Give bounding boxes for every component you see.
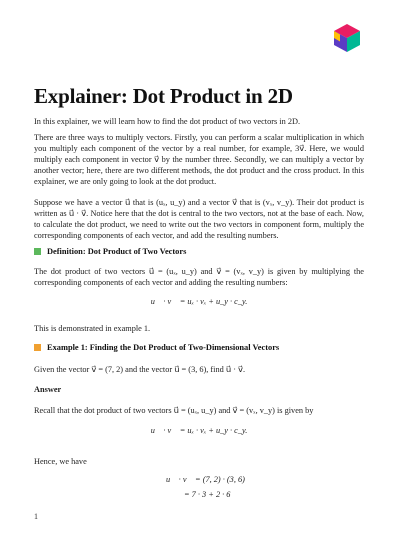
hence-text: Hence, we have	[34, 457, 87, 466]
definition-text: The dot product of two vectors u⃗ = (uₓ, u_y) and v⃗ = (vₓ, v_y) is given by multiplying the corresponding components of each vector and adding the resulting numbers:	[34, 267, 364, 288]
demonstration-text: This is demonstrated in example 1.	[34, 324, 151, 333]
answer-formula: u⃗ · v⃗ = uₓ · vₓ + u_y · c_y.	[150, 426, 248, 435]
nagwa-logo-icon	[334, 24, 360, 52]
paragraph-suppose: Suppose we have a vector u⃗ that is (uₓ, u_y) and a vector v⃗ that is (vₓ, v_y). Their dot product is written as u⃗ · v⃗. Notice here that the dot is central to the two vectors, not at the base of each. Now, to calculate the dot product, we need to write out the two vectors in component form, multiply the corresponding components of each vector, and add the resulting numbers.	[34, 198, 364, 241]
example-question: Given the vector v⃗ = (7, 2) and the vector u⃗ = (3, 6), find u⃗ · v⃗.	[34, 365, 246, 374]
calculation-step-1: u⃗ · v⃗ = (7, 2) · (3, 6)	[166, 475, 245, 484]
definition-formula: u⃗ · v⃗ = uₓ · vₓ + u_y · c_y.	[150, 297, 248, 306]
definition-heading-text: Definition: Dot Product of Two Vectors	[47, 247, 187, 256]
example-marker-icon	[34, 344, 41, 351]
page-number: 1	[34, 512, 38, 521]
intro-paragraph: In this explainer, we will learn how to find the dot product of two vectors in 2D.	[34, 117, 301, 126]
definition-marker-icon	[34, 248, 41, 255]
paragraph-multiplication-ways: There are three ways to multiply vectors. Firstly, you can perform a scalar multiplication in which you multiply each component of the vector by a real number, for example, 3v⃗. Here, we would multiply each component in vector v⃗ by the number three. Secondly, we can multiply a vector by another vector; here, there are two different methods, the dot product and the cross product. In this explainer, we are only going to look at the dot product.	[34, 133, 364, 187]
page-title: Explainer: Dot Product in 2D	[34, 84, 293, 108]
calculation-step-2: = 7 · 3 + 2 · 6	[184, 490, 231, 499]
example-heading-text: Example 1: Finding the Dot Product of Two-Dimensional Vectors	[47, 343, 280, 352]
definition-heading	[34, 247, 186, 256]
answer-recall-text: Recall that the dot product of two vectors u⃗ = (uₓ, u_y) and v⃗ = (vₓ, v_y) is given by	[34, 406, 314, 415]
answer-label: Answer	[34, 385, 62, 394]
example-heading	[34, 343, 279, 352]
